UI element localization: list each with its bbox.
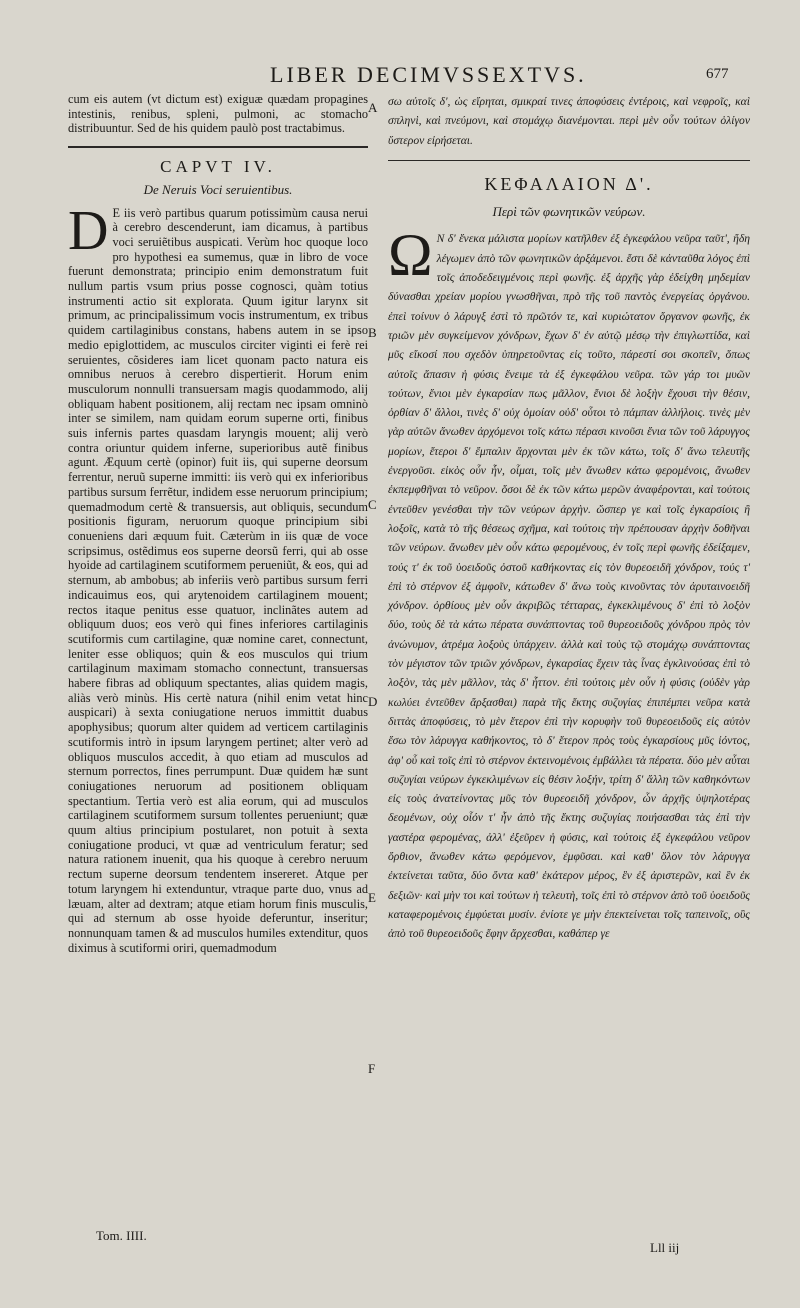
greek-dropcap: Ω <box>388 222 433 289</box>
latin-body <box>68 199 368 956</box>
margin-letter-d: D <box>368 694 378 709</box>
margin-letter-c: C <box>368 497 377 512</box>
margin-letter-a: A <box>368 100 378 115</box>
greek-chapter-heading: ΚΕΦΑΛΑΙΟΝ Δ'. <box>484 173 654 194</box>
margin-letter-b: B <box>368 325 377 340</box>
latin-chapter-subtitle: De Neruis Voci seruientibus. <box>143 181 293 197</box>
greek-footer-signature: Lll iij <box>650 1240 680 1255</box>
latin-intro: cum eis autem (vt dictum est) exiguæ quædam propagines intestinis, renibus, spleni, pulmoni, ac stomacho distribuuntur. Sed de his quidem paulò post tractabimus. <box>68 92 368 136</box>
latin-divider <box>68 146 368 148</box>
latin-body-text: E iis verò partibus quarum potissimùm causa nerui à cerebro descenderunt, iam dicamus, à partibus voci seruiẽtibus auspicati. Verùm hoc quoque loco pro hypothesi ea sumemus, quæ in libro de voce fuerunt demonstrata; principio enim demonstratum fuit nullum partis vsum prius posse cognosci, quàm totius instrumenti actio sit explorata. Quum igitur larynx sit primum, ac principalissimum vocis instrumentum, ex tribus quidem cartilaginibus constans, habens autem in se ipso medio epiglottidem, ac musculos circiter viginti ei ferè rei seruientes, cõsideres iam licet quonam pacto natura eis omnibus neruos à cerebro dispertierit. Horum enim musculorum nonnulli transuersam magis quodammodo, alij obliquam habent positionem, alij rectam nec ipsam omninò inter se similem, nam quidam eorum superne orti, finibus suis infernis partes quasdam laryngis mouent; alij verò contra oriuntur quidem inferne, superioribus autẽ finibus agunt. Æquum certè (opinor) fuit iis, qui superne deorsum ferrentur, neruũ superne immitti: iis verò qui ex inferioribus partibus sursum ferrẽtur, indidem esse neruorum principium; quemadmodum certè & transuersis, aut obliquis, secundum positionis figuram, neruorum quoque principium sibi conueniens dari æquum fuit. Cæterùm in iis quæ de voce scripsimus, ostẽdimus eos superne deorsũ ferri, qui ab osse hyoide ad cartilaginem scutiformem perueniũt, & eos, qui ad sternum, ab ambobus; ab inferiis verò partibus sursum ferri indicauimus eos, qui arytenoidem cartilaginem mouent; rectos itaque penitus esse quatuor, inclinãtes autem ad obliquum duos; eos verò qui fines inferiores cartilaginis scutiformis cum cartilagine, quæ nomine caret, connectunt, leniter esse obliquos; quin & eos musculos qui trium cartilaginum maximam stomacho connectunt, transuersas habere fibras ad obliquum spectantes, alias quidem magis, aliàs verò minùs. His certè natura (nihil enim vetat hinc auspicari) à sexta coniugatione neruos immittit duabus apophysibus; quorum alter quidem ad verticem cartilaginis scutiformis intrò in ipsum laryngem pertinet; alter verò ad obliquos musculos accedit, à quo etiam ad musculos ad sternum porrectos, fines perrumpunt. Duæ quidem hæ sunt coniugationes neruorum ad positionem obliquam spectantium. Tertia verò est alia eorum, qui ad musculos cartilaginem scutiformem sursum tollentes perueniunt; quæ quum altius principium postularet, non potuit à sexta coniugatione produci, vt quæ ad ventriculum feratur; sed natura rationem inuenit, qua his quoque à cerebro neruum rectum superne deorsum tendentem insereret. Atque per totum laryngem hi extenduntur, vtraque parte duo, vnus ad læuam, alter ad dextram; atque etiam horum finis musculis, qui ad sternum ab osse hyoide deferuntur, inseritur; nonnunquam tamen & ad musculos humiles extenditur, quos diximus à scutiformi oriri, quemadmodum <box>68 205 368 955</box>
latin-chapter-heading: CAPVT IV. <box>160 157 276 177</box>
greek-body-text: Ν δ' ἕνεκα μάλιστα μορίων κατῆλθεν ἐξ ἐγκεφάλου νεῦρα ταῦτ', ἤδη λέγωμεν ἀπὸ τῶν φωνητικῶν ἀρξάμενοι. ἔστι δὲ κἀνταῦθα λόγος ἐπὶ τοῖς ἀποδεδειγμένοις περὶ φωνῆς. ἐξ ἀρχῆς γὰρ ἐδείχθη μηδεμίαν δύνασθαι χρείαν μορίου γνωσθῆναι, πρὸ τῆς τοῦ παντὸς ἐνεργείας ὀργάνου. ἐπεὶ τοίνυν ὁ λάρυγξ ἐστὶ τὸ πρῶτόν τε, καὶ κυριώτατον ὄργανον φωνῆς, ἐκ τριῶν μὲν συγκείμενον χόνδρων, ἔχων δ' ἐν αὐτῷ μέσῳ τὴν ἐπιγλωττίδα, καὶ μῦς εἴκοσί που σχεδὸν ὑπηρετοῦντας εἰς τοῦτο, πάρεστί σοι σκοπεῖν, ὅπως αὐτοῖς ἅπασιν ἡ φύσις ἔνειμε τὰ ἐξ ἐγκεφάλου νεῦρα. τῶν γάρ τοι μυῶν τούτων, ἔνιοι μὲν ἐγκαρσίαν πως μᾶλλον, ἔνιοι δὲ λοξὴν ἔχουσι τὴν θέσιν, ὀρθίαν δ' ἄλλοι, τινὲς δ' οὐχ ὁμοίαν οὐδ' οὗτοι τὸ πάμπαν ἀλλήλοις. τινὲς μὲν γὰρ αὐτῶν ἄνωθεν ἀρχόμενοι τοῖς κάτω πέρασι κινοῦσι ἔνια τῶν τοῦ λάρυγγος μορίων, ἕτεροι δ' ἔμπαλιν ἄρχονται μὲν ἐκ τῶν κάτω, τοῖς δ' ἄνω τελευτῆς ἐνεργοῦσι. εἰκὸς οὖν ἦν, οἶμαι, τοῖς μὲν ἄνωθεν κάτω φερομένοις, ἄνωθεν ἐκπεμφθῆναι τὸ νεῦρον. ὅσοι δὲ ἐκ τῶν κάτω μερῶν ἀναφέρονται, καὶ τούτοις ἐντεῦθεν γενέσθαι τὴν τῶν νεύρων ἀρχὴν. ὥσπερ γε καὶ τοῖς ἐγκαρσίοις ἢ λοξοῖς, κατὰ τὸ τῆς θέσεως σχῆμα, καὶ τούτοις τὴν πρέπουσαν ἀρχὴν δοθῆναι τῶν νεύρων. ἄνωθεν μὲν οὖν κάτω φερομένους, ἐν τοῖς περὶ φωνῆς ἐδείξαμεν, τούς τ' ἐκ τοῦ ὑοειδοῦς ὀστοῦ καθήκοντας εἰς τὸν θυρεοειδῆ χόνδρον, τούς τ' ἐπὶ τὸ στέρνον ἐξ ἀμφοῖν, κάτωθεν δ' ἄνω τοὺς κινοῦντας τὸν ἀρυταινοειδῆ χόνδρον. ὀρθίους μὲν οὖν ἀκριβῶς τέτταρας, ἐγκεκλιμένους δ' ἐπὶ τὸ λοξὸν δύο, τοὺς δὲ τὰ κάτω πέρατα συνάπτοντας τοῦ θυρεοειδοῦς χόνδρου πρὸς τὸν ἀνώνυμον, ἀτρέμα λοξοὺς ὑπάρχειν. ἀλλὰ καὶ τοὺς τῷ στομάχῳ συνάπτοντας τὸν μέγιστον τῶν τριῶν χόνδρων, ἐγκαρσίας ἔχειν τὰς ἶνας ἐγκλινούσας ἐπὶ τὸ λοξὸν, τὰς μὲν μᾶλλον, τὰς δ' ἧττον. ἐπὶ τούτοις μὲν οὖν ἡ φύσις (οὐδὲν γὰρ κωλύει ἐντεῦθεν ἄρξασθαι) παρὰ τῆς ἕκτης συζυγίας ἐπιπέμπει νεῦρα κατὰ διττὰς ἀποφύσεις, τὸ μὲν ἕτερον ἐπὶ τὴν κορυφὴν τοῦ θυρεοειδοῦς εἰς αὐτὸν ἔσω τὸν λάρυγγα καθήκοντος, τὸ δ' ἕτερον πρὸς τοὺς ἐγκαρσίους μῦς ἰόντος, ἀφ' οὗ καὶ τοῖς ἐπὶ τὸ στέρνον ἐκτεινομένοις ἐμβάλλει τὰ πέρατα. δύο μὲν αὗται συζυγίαι νεύρων ἐγκεκλιμένων εἰς θέσιν λοξήν, τρίτη δ' ἄλλη τῶν καθηκόντων εἰς τοὺς ἀνατείνοντας μῦς τὸν θυρεοειδῆ χόνδρον, ὧν ἀρχῆς ὑψηλοτέρας δεομένων, οὐχ οἷόν τ' ἦν ἀπὸ τῆς ἕκτης συζυγίας ποιήσασθαι τὰς ἐπὶ τὴν γαστέρα φερομένας, ἀλλ' ἐξεῦρεν ἡ φύσις, καὶ τούτοις ἐξ ἐγκεφάλου νεῦρον ὄρθιον, ἄνωθεν κάτω φερόμενον, ἐμφῦσαι. καὶ καθ' ὅλον τὸν λάρυγγα ἐκτείνεται ταῦτα, δύο ὄντα καθ' ἑκάτερον μέρος, ἓν ἐξ ἀριστερῶν, καὶ ἓν ἐκ δεξιῶν· καὶ μὴν τοι καὶ τούτων ἡ τελευτὴ, τοῖς ἐπὶ τὸ στέρνον ἀπὸ τοῦ ὑοειδοῦς καταφερομένοις ἐμφύεται μυσίν. ἐνίοτε γε μὴν ἐπεκτείνεται τοῖς ταπεινοῖς, οὓς ἀπὸ τοῦ θυρεοειδοῦς ἔφην ἄρχεσθαι, καθάπερ γε <box>388 232 750 941</box>
greek-intro: σω αὐτοῖς δ', ὡς εἴρηται, σμικραί τινες ἀποφύσεις ἐντέροις, καὶ νεφροῖς, καὶ σπληνὶ, καὶ πνεύμονι, καὶ στομάχῳ διανέμονται. περὶ μὲν οὖν τούτων ὀλίγον ὕστερον εἰρήσεται. <box>388 95 750 147</box>
greek-body <box>388 222 750 943</box>
greek-divider <box>388 160 750 161</box>
latin-column <box>68 92 368 955</box>
greek-chapter-subtitle: Περὶ τῶν φωνητικῶν νεύρων. <box>492 204 646 220</box>
page-header <box>0 62 800 90</box>
page-number: 677 <box>706 66 729 82</box>
latin-footer-signature: Tom. IIII. <box>96 1228 147 1243</box>
running-title: LIBER DECIMVSSEXTVS. <box>270 62 587 87</box>
margin-letter-e: E <box>368 890 376 905</box>
greek-column <box>388 92 750 943</box>
margin-letter-f: F <box>368 1061 376 1076</box>
latin-dropcap: D <box>68 199 109 262</box>
